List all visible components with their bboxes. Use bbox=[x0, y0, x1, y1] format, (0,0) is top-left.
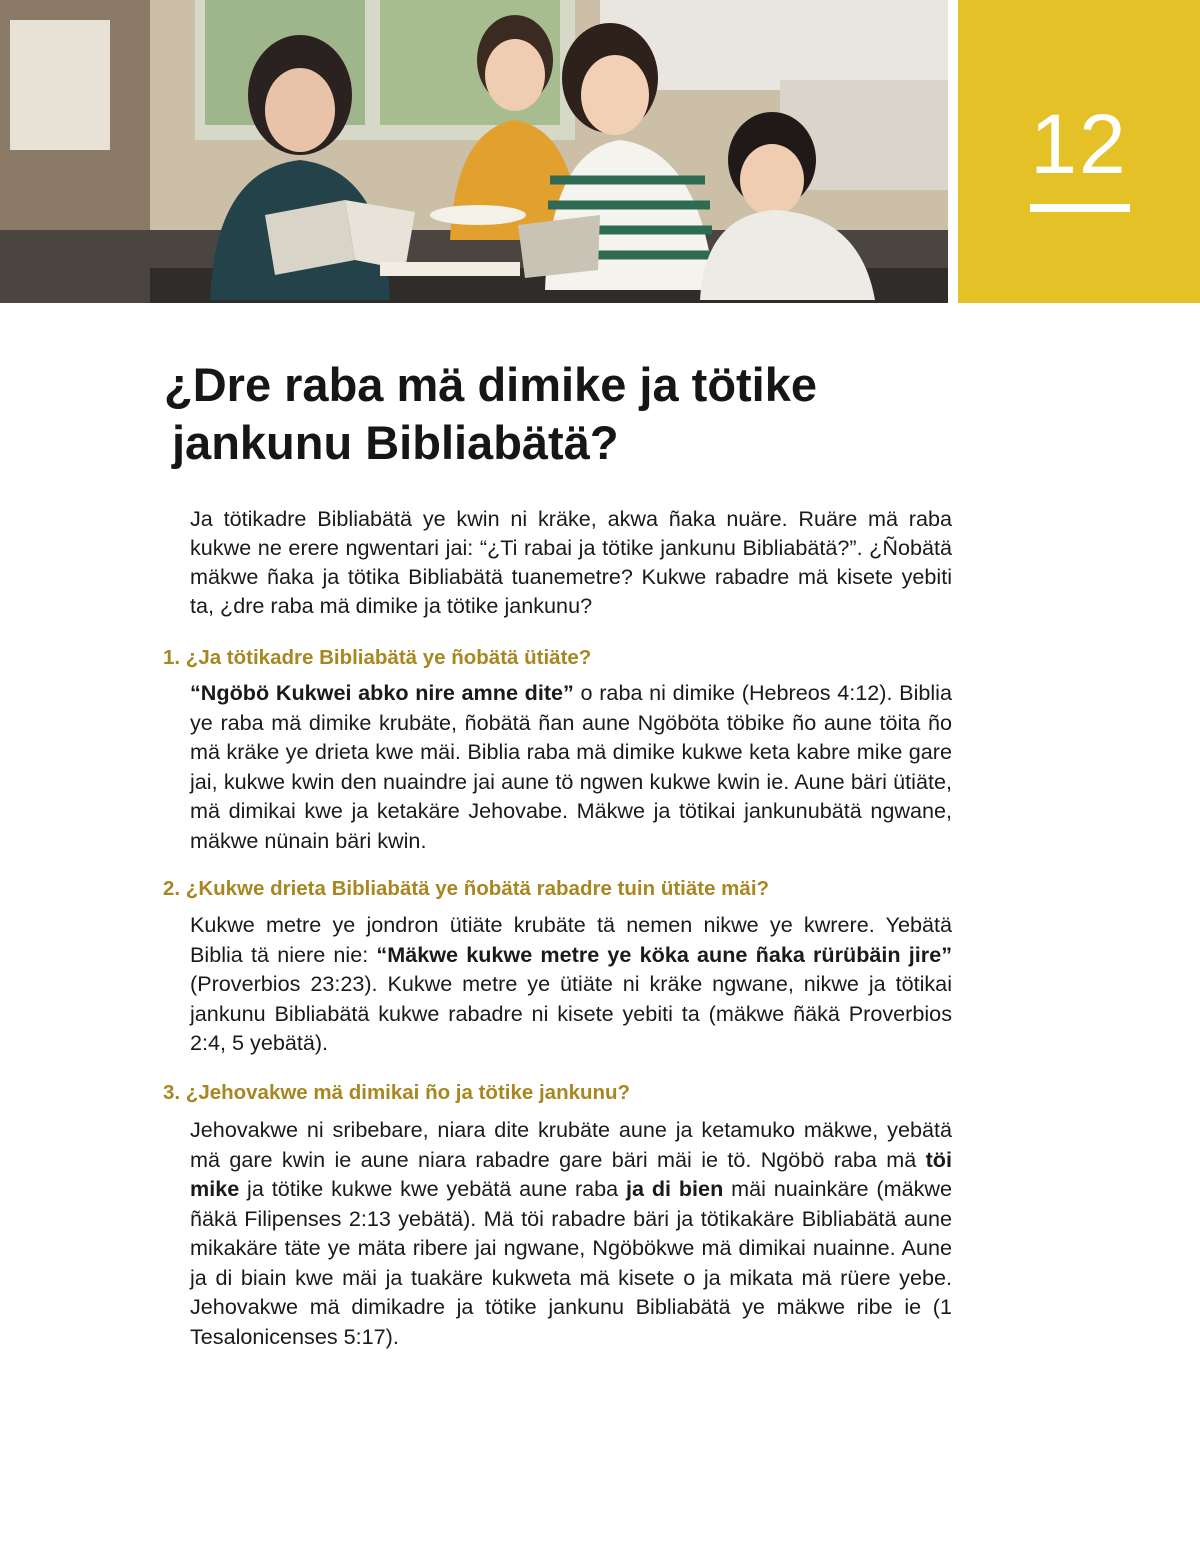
chapter-badge bbox=[958, 0, 1200, 303]
answer-2 bbox=[190, 910, 952, 1058]
title-line-1: ¿Dre raba mä dimike ja tötike bbox=[164, 358, 818, 411]
title-line-2: jankunu Bibliabätä? bbox=[172, 416, 619, 469]
answer-3-text-a: Jehovakwe ni sribebare, niara dite krubäte aune ja ketamuko mäkwe, yebätä mä gare kwin ie aune niara rabadre gare bäri mäi ie tö. Ngöbö raba mä bbox=[190, 1117, 952, 1172]
header-photo bbox=[0, 0, 948, 303]
answer-3-bold-1: töi mike bbox=[190, 1146, 952, 1201]
question-3: 3. ¿Jehovakwe mä dimikai ño ja tötike jankunu? bbox=[163, 1081, 631, 1104]
question-1: 1. ¿Ja tötikadre Bibliabätä ye ñobätä ütiäte? bbox=[163, 646, 592, 669]
answer-2-text-a: Kukwe metre ye jondron ütiäte krubäte tä nemen nikwe ye kwrere. Yebätä Biblia tä niere nie: bbox=[190, 912, 952, 967]
intro-paragraph: Ja tötikadre Bibliabätä ye kwin ni kräke, akwa ñaka nuäre. Ruäre mä raba kukwe ne erere ngwentari jai: “¿Ti rabai ja tötike jankunu Bibliabätä?”. ¿Ñobätä mäkwe ñaka ja tötika Bibliabätä tuanemetre? Kukwe rabadre mä kisete yebiti ta, ¿dre raba mä dimike ja tötike jankunu? bbox=[190, 506, 952, 618]
answer-3-bold-2: ja di bien bbox=[626, 1176, 724, 1201]
answer-2-quote: “Mäkwe kukwe metre ye köka aune ñaka rürübäin jire” bbox=[376, 941, 953, 967]
chapter-number: 12 bbox=[1030, 97, 1128, 191]
answer-1 bbox=[190, 678, 952, 855]
answer-3 bbox=[190, 1115, 952, 1351]
chapter-rule bbox=[1030, 204, 1130, 212]
answer-2-text-b: (Proverbios 23:23). Kukwe metre ye ütiäte ni kräke ngwane, nikwe ja tötikai jankunu Bibliabätä kukwe rabadre ni kisete yebiti ta (mäkwe ñäkä Proverbios 2:4, 5 yebätä). bbox=[190, 971, 952, 1055]
answer-1-quote: “Ngöbö Kukwei abko nire amne dite” bbox=[190, 680, 574, 705]
page-title bbox=[164, 356, 1064, 472]
answer-1-text: o raba ni dimike (Hebreos 4:12). Biblia ye raba mä dimike krubäte, ñobätä ñan aune Ngöböta töbike ño aune töita ño mä kräke ye drieta kwe mäi. Biblia raba mä dimike kukwe keta kabre mike gare jai, kukwe kwin den nuaindre jai aune tö ngwen kukwe kwin ie. Aune bäri ütiäte, mä dimikai kwe ja ketakäre Jehovabe. Mäkwe ja tötikai jankunubätä ngwane, mäkwe nünain bäri kwin. bbox=[190, 680, 952, 853]
answer-3-text-b: ja tötike kukwe kwe yebätä aune raba bbox=[239, 1176, 626, 1201]
family-photo-illustration bbox=[0, 0, 948, 303]
answer-3-text-c: mäi nuainkäre (mäkwe ñäkä Filipenses 2:13 yebätä). Mä töi rabadre bäri ja tötikakäre Bibliabätä aune mikakäre täte ye mäta ribere jai ngwane, Ngöbökwe mä dimikai nuainne. Aune ja di biain kwe mäi ja tuakäre kukweta mä kisete o ja mikata mä rüere yebe. Jehovakwe mä dimikadre ja tötike jankunu Bibliabätä ye mäkwe ribe ie (1 Tesalonicenses 5:17). bbox=[190, 1176, 952, 1349]
question-2: 2. ¿Kukwe drieta Bibliabätä ye ñobätä rabadre tuin ütiäte mäi? bbox=[163, 877, 770, 900]
